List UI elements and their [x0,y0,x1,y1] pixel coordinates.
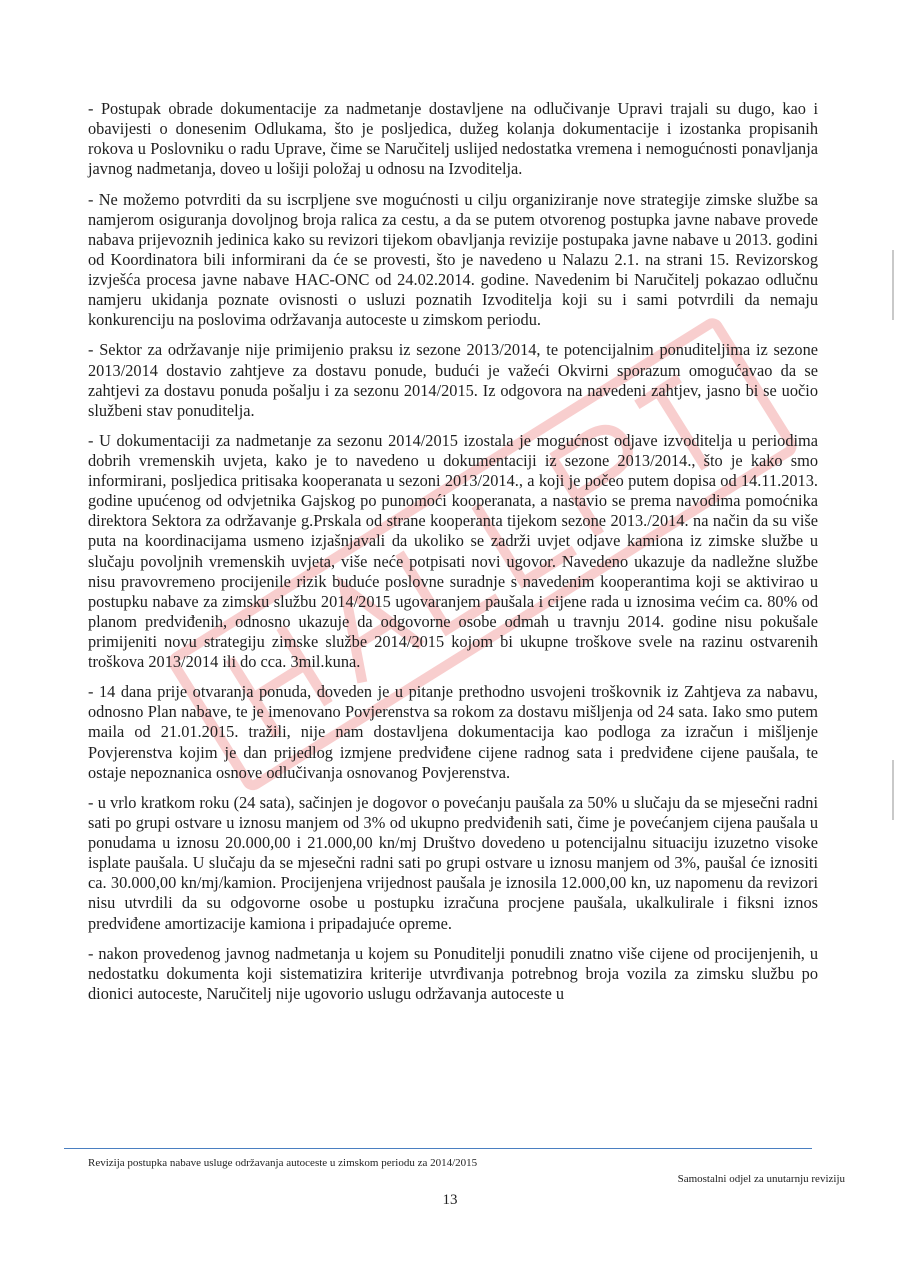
paragraph: - 14 dana prije otvaranja ponuda, doveden je u pitanje prethodno usvojeni troškovnik iz Zahtjeva za nabavu, odnosno Plan nabave, te je imenovano Povjerenstva sa rokom za dostavu mišljenja od 24 sata. Iako smo putem maila od 21.01.2015. tražili, nije nam dostavljena dokumentacija kao podloga za izračun i mišljenje Povjerenstva kojim je dan prijedlog izmjene predviđene cijene radnog sata i predviđene cijene paušala, te ostaje nepoznanica osnove odlučivanja osnovanog Povjerenstva. [88,682,818,782]
footer-department: Samostalni odjel za unutarnju reviziju [677,1173,845,1185]
footer-document-title: Revizija postupka nabave usluge održavanja autoceste u zimskom periodu za 2014/2015 [88,1157,478,1169]
scan-edge-mark [892,760,894,820]
paragraph: - Sektor za održavanje nije primijenio praksu iz sezone 2013/2014, te potencijalnim ponuditeljima iz sezone 2013/2014 dostavio zahtjeve za dostavu ponude, budući je važeći Okvirni sporazum omogućavao da se zahtjevi za dostavu ponuda pošalju i za sezonu 2014/2015. Iz odgovora na navedeni zahtjev, jasno bi se uočio službeni stav ponuditelja. [88,340,818,420]
paragraph: - U dokumentaciji za nadmetanje za sezonu 2014/2015 izostala je mogućnost odjave izvoditelja u periodima dobrih vremenskih uvjeta, kako je to navedeno u dokumentaciji iz sezone 2013/2014., što je kako smo informirani, posljedica pritisaka kooperanata u sezoni 2013/2014., a koji je počeo putem dopisa od 14.11.2013. godine upućenog od odvjetnika Gajskog po punomoći kooperanata, a nastavio se prema navodima pomoćnika direktora Sektora za održavanje g.Prskala od strane kooperanta tijekom sezone 2013./2014. na način da su više puta na koordinacijama usmeno izjašnjavali da ukoliko se zadrži uvjet odjave kamiona iz zimske službe u slučaju povoljnih vremenskih uvjeta, više neće potpisati novi ugovor. Navedeno ukazuje da nadležne službe nisu pravovremeno procijenile rizik buduće poslovne suradnje s navedenim kooperantima koji se aktivirao u postupku nabave za zimsku službu 2014/2015 ugovaranjem paušala i cijene rada u iznosima većim ca. 80% od planom predviđenih, odnosno ukazuje da odgovorne osobe odmah u travnju 2014. godine nisu pokušale primijeniti novu strategiju zimske službe 2014/2015 kojom bi ukupne troškove svele na razinu ostvarenih troškova 2013/2014 ili do cca. 3mil.kuna. [88,430,818,671]
paragraph: - Postupak obrade dokumentacije za nadmetanje dostavljene na odlučivanje Upravi trajali su dugo, kao i obavijesti o donesenim Odlukama, što je posljedica, dužeg kolanja dokumentacije i izostanka propisanih rokova u Poslovniku o radu Uprave, čime se Naručitelj uslijed nedostatka vremena i nemogućnosti ponavljanja javnog nadmetanja, doveo u lošiji položaj u odnosu na Izvoditelja. [88,99,818,179]
footer-divider [64,1148,812,1149]
paragraph: - nakon provedenog javnog nadmetanja u kojem su Ponuditelji ponudili znatno više cijene od procijenjenih, u nedostatku dokumenta koji sistematizira kriterije utvrđivanja potrebnog broja vozila za zimsku službu po dionici autoceste, Naručitelj nije ugovorio uslugu održavanja autoceste u [88,943,818,1003]
paragraph: - Ne možemo potvrditi da su iscrpljene sve mogućnosti u cilju organiziranje nove strategije zimske službe sa namjerom osiguranja dovoljnog broja ralica za cestu, a da se putem otvorenog postupka javne nabave provede nabava prijevoznih jedinica kako su revizori tijekom obavljanja revizije postupaka javne nabave u 2013. godini od Koordinatora bili informirani da će se provesti, što je navedeno u Nalazu 2.1. na strani 15. Revizorskog izvješća procesa javne nabave HAC-ONC od 24.02.2014. godine. Navedenim bi Naručitelj pokazao odlučnu namjeru ukidanja poznate ovisnosti o usluzi poznatih Izvoditelja koji su i sami potvrdili da nemaju konkurenciju na poslovima održavanja autoceste u zimskom periodu. [88,189,818,330]
paragraph: - u vrlo kratkom roku (24 sata), sačinjen je dogovor o povećanju paušala za 50% u slučaju da se mjesečni radni sati po grupi ostvare u iznosu manjem od 3% od ukupno predviđenih sati, čime je povećanjem cijena paušala u ponudama u iznosu 20.000,00 i 21.000,00 kn/mj Društvo dovedeno u potencijalnu situaciju izuzetno visoke isplate paušala. U slučaju da se mjesečni radni sati po grupi ostvare u iznosu manjem od 3%, paušal će iznositi ca. 30.000,00 kn/mj/kamion. Procijenjena vrijednost paušala je iznosila 12.000,00 kn, uz napomenu da revizori nisu utvrdili da su odgovorne osobe u postupku izračuna procjene paušala, ukalkulirale i fiksni iznos predviđene amortizacije kamiona i pripadajuće opreme. [88,792,818,933]
page-number: 13 [442,1192,458,1208]
document-body [88,99,818,1004]
scan-edge-mark [892,250,894,320]
